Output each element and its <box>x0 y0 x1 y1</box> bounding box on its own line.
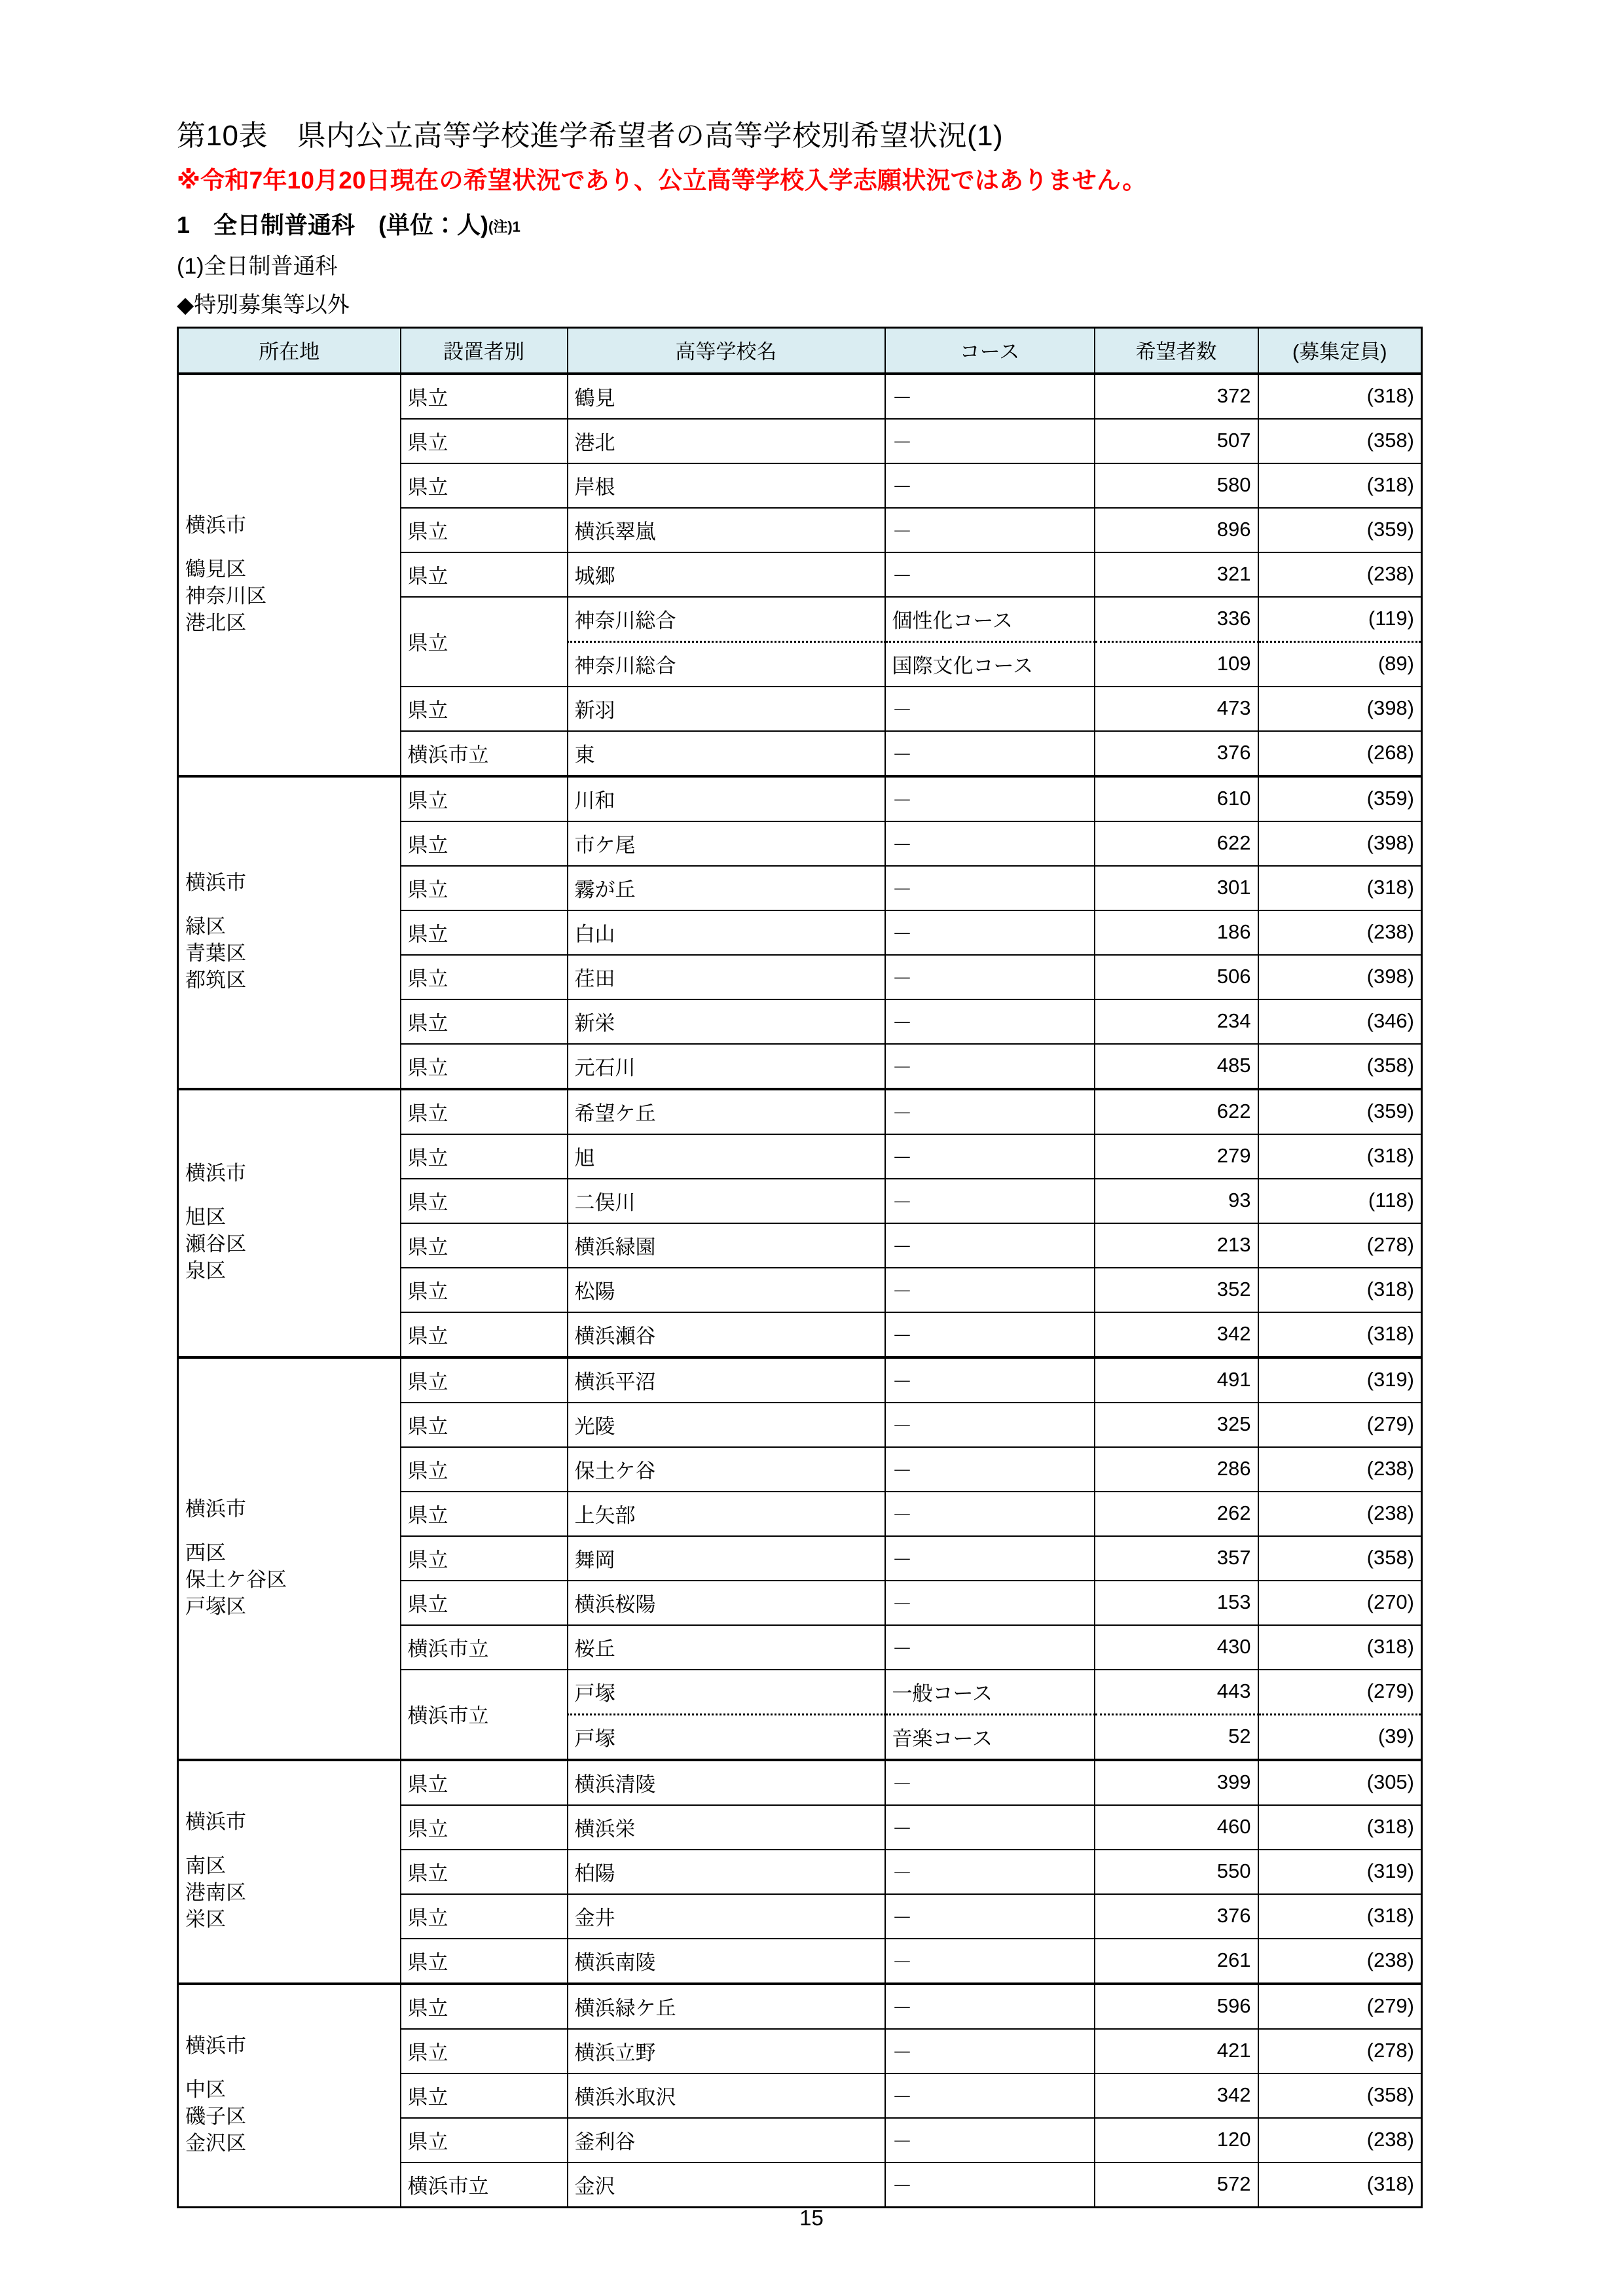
cell-establisher: 県立 <box>401 821 568 866</box>
cell-school-name: 横浜栄 <box>568 1805 885 1850</box>
cell-school-name: 川和 <box>568 776 885 821</box>
cell-school-name: 釜利谷 <box>568 2118 885 2162</box>
column-header-location: 所在地 <box>178 328 401 374</box>
cell-course: － <box>885 866 1095 910</box>
cell-establisher: 県立 <box>401 1984 568 2029</box>
cell-school-name: 戸塚 <box>568 1715 885 1761</box>
location-city: 横浜市 <box>185 1497 246 1520</box>
location-ward: 栄区 <box>185 1908 226 1931</box>
cell-applicants: 342 <box>1095 1312 1258 1357</box>
location-ward: 緑区 <box>185 915 226 939</box>
cell-school-name: 柏陽 <box>568 1850 885 1894</box>
cell-school-name: 元石川 <box>568 1044 885 1089</box>
cell-capacity: (318) <box>1258 866 1422 910</box>
cell-applicants: 610 <box>1095 776 1258 821</box>
cell-capacity: (318) <box>1258 1625 1422 1670</box>
cell-establisher: 県立 <box>401 1134 568 1179</box>
location-ward: 旭区 <box>185 1206 226 1229</box>
cell-applicants: 550 <box>1095 1850 1258 1894</box>
cell-school-name: 桜丘 <box>568 1625 885 1670</box>
cell-course: － <box>885 2118 1095 2162</box>
cell-course: － <box>885 419 1095 463</box>
cell-school-name: 希望ケ丘 <box>568 1089 885 1134</box>
cell-capacity: (358) <box>1258 1536 1422 1581</box>
cell-capacity: (119) <box>1258 597 1422 642</box>
cell-establisher: 県立 <box>401 1492 568 1536</box>
cell-capacity: (398) <box>1258 955 1422 999</box>
cell-school-name: 戸塚 <box>568 1670 885 1715</box>
cell-establisher: 県立 <box>401 1268 568 1312</box>
cell-applicants: 896 <box>1095 508 1258 552</box>
cell-capacity: (319) <box>1258 1357 1422 1403</box>
location-spacer <box>185 1187 393 1204</box>
location-ward: 都筑区 <box>185 969 246 992</box>
cell-applicants: 109 <box>1095 642 1258 687</box>
cell-course: － <box>885 2162 1095 2208</box>
cell-school-name: 神奈川総合 <box>568 642 885 687</box>
cell-school-name: 横浜氷取沢 <box>568 2073 885 2118</box>
cell-capacity: (318) <box>1258 1894 1422 1939</box>
cell-applicants: 234 <box>1095 999 1258 1044</box>
location-ward: 港北区 <box>185 611 246 634</box>
location-spacer <box>185 539 393 556</box>
cell-establisher: 県立 <box>401 374 568 419</box>
cell-applicants: 376 <box>1095 731 1258 776</box>
location-ward: 西区 <box>185 1541 226 1564</box>
cell-course: － <box>885 1805 1095 1850</box>
column-header-establisher: 設置者別 <box>401 328 568 374</box>
location-spacer <box>185 1523 393 1540</box>
cell-establisher: 県立 <box>401 2118 568 2162</box>
cell-applicants: 572 <box>1095 2162 1258 2208</box>
cell-applicants: 622 <box>1095 1089 1258 1134</box>
cell-establisher: 県立 <box>401 1850 568 1894</box>
cell-course: － <box>885 374 1095 419</box>
cell-school-name: 横浜立野 <box>568 2029 885 2073</box>
cell-school-name: 市ケ尾 <box>568 821 885 866</box>
table-row <box>178 1357 1422 1403</box>
location-city: 横浜市 <box>185 871 246 895</box>
cell-establisher: 県立 <box>401 597 568 687</box>
cell-capacity: (318) <box>1258 463 1422 508</box>
location-ward: 中区 <box>185 2078 226 2102</box>
cell-course: － <box>885 1492 1095 1536</box>
cell-establisher: 県立 <box>401 1089 568 1134</box>
cell-location <box>178 374 401 776</box>
location-ward: 港南区 <box>185 1881 246 1905</box>
cell-applicants: 372 <box>1095 374 1258 419</box>
cell-course: － <box>885 999 1095 1044</box>
cell-school-name: 松陽 <box>568 1268 885 1312</box>
section-heading-note: (注)1 <box>488 219 520 236</box>
cell-course: － <box>885 1447 1095 1492</box>
cell-school-name: 横浜緑園 <box>568 1223 885 1268</box>
cell-applicants: 460 <box>1095 1805 1258 1850</box>
cell-establisher: 横浜市立 <box>401 2162 568 2208</box>
cell-establisher: 県立 <box>401 955 568 999</box>
cell-course: － <box>885 463 1095 508</box>
cell-course: － <box>885 1984 1095 2029</box>
cell-course: － <box>885 1357 1095 1403</box>
cell-course: － <box>885 1312 1095 1357</box>
cell-capacity: (318) <box>1258 1134 1422 1179</box>
cell-capacity: (238) <box>1258 910 1422 955</box>
cell-capacity: (270) <box>1258 1581 1422 1625</box>
cell-school-name: 光陵 <box>568 1403 885 1447</box>
location-city: 横浜市 <box>185 1162 246 1185</box>
cell-applicants: 153 <box>1095 1581 1258 1625</box>
cell-applicants: 421 <box>1095 2029 1258 2073</box>
cell-course: － <box>885 1134 1095 1179</box>
location-city: 横浜市 <box>185 1810 246 1834</box>
cell-capacity: (346) <box>1258 999 1422 1044</box>
cell-course: － <box>885 1179 1095 1223</box>
page-number: 15 <box>799 2206 824 2230</box>
cell-school-name: 鶴見 <box>568 374 885 419</box>
cell-school-name: 横浜清陵 <box>568 1760 885 1805</box>
cell-capacity: (398) <box>1258 821 1422 866</box>
cell-establisher: 県立 <box>401 1894 568 1939</box>
cell-establisher: 県立 <box>401 1223 568 1268</box>
cell-school-name: 上矢部 <box>568 1492 885 1536</box>
cell-course: － <box>885 1894 1095 1939</box>
cell-school-name: 保土ケ谷 <box>568 1447 885 1492</box>
cell-course: － <box>885 2073 1095 2118</box>
cell-applicants: 430 <box>1095 1625 1258 1670</box>
cell-location <box>178 1984 401 2208</box>
cell-course: － <box>885 821 1095 866</box>
cell-school-name: 港北 <box>568 419 885 463</box>
cell-applicants: 507 <box>1095 419 1258 463</box>
column-header-course: コース <box>885 328 1095 374</box>
cell-capacity: (358) <box>1258 2073 1422 2118</box>
cell-capacity: (318) <box>1258 1268 1422 1312</box>
cell-school-name: 新栄 <box>568 999 885 1044</box>
cell-applicants: 93 <box>1095 1179 1258 1223</box>
page-content <box>177 118 1447 2208</box>
cell-capacity: (318) <box>1258 1312 1422 1357</box>
section-heading <box>177 210 1447 240</box>
cell-course: － <box>885 955 1095 999</box>
cell-applicants: 596 <box>1095 1984 1258 2029</box>
cell-capacity: (278) <box>1258 2029 1422 2073</box>
cell-capacity: (359) <box>1258 1089 1422 1134</box>
cell-establisher: 県立 <box>401 1044 568 1089</box>
cell-course: － <box>885 1850 1095 1894</box>
cell-applicants: 342 <box>1095 2073 1258 2118</box>
cell-school-name: 金井 <box>568 1894 885 1939</box>
cell-establisher: 県立 <box>401 419 568 463</box>
cell-capacity: (238) <box>1258 1939 1422 1984</box>
column-header-applicants: 希望者数 <box>1095 328 1258 374</box>
cell-school-name: 横浜翠嵐 <box>568 508 885 552</box>
cell-school-name: 金沢 <box>568 2162 885 2208</box>
cell-capacity: (398) <box>1258 687 1422 731</box>
cell-applicants: 491 <box>1095 1357 1258 1403</box>
cell-course: － <box>885 1089 1095 1134</box>
cell-establisher: 県立 <box>401 1805 568 1850</box>
cell-school-name: 荏田 <box>568 955 885 999</box>
location-ward: 南区 <box>185 1854 226 1878</box>
location-ward: 泉区 <box>185 1259 226 1283</box>
school-applicants-table <box>177 327 1423 2208</box>
cell-establisher: 県立 <box>401 999 568 1044</box>
cell-establisher: 県立 <box>401 2073 568 2118</box>
cell-course: － <box>885 910 1095 955</box>
cell-establisher: 県立 <box>401 776 568 821</box>
cell-establisher: 県立 <box>401 866 568 910</box>
cell-applicants: 506 <box>1095 955 1258 999</box>
cell-applicants: 120 <box>1095 2118 1258 2162</box>
cell-course: － <box>885 1403 1095 1447</box>
table-header <box>178 328 1422 374</box>
column-header-capacity: (募集定員) <box>1258 328 1422 374</box>
cell-school-name: 舞岡 <box>568 1536 885 1581</box>
location-ward: 瀬谷区 <box>185 1232 246 1256</box>
cell-course: － <box>885 1223 1095 1268</box>
location-spacer <box>185 1836 393 1853</box>
cell-course: － <box>885 1625 1095 1670</box>
group-heading: ◆特別募集等以外 <box>177 292 350 317</box>
cell-applicants: 213 <box>1095 1223 1258 1268</box>
cell-course: － <box>885 776 1095 821</box>
cell-capacity: (238) <box>1258 1492 1422 1536</box>
location-ward: 青葉区 <box>185 942 246 965</box>
location-ward: 戸塚区 <box>185 1594 246 1618</box>
cell-establisher: 県立 <box>401 1179 568 1223</box>
cell-applicants: 352 <box>1095 1268 1258 1312</box>
cell-school-name: 岸根 <box>568 463 885 508</box>
cell-location <box>178 776 401 1089</box>
cell-establisher: 県立 <box>401 1403 568 1447</box>
location-ward: 保土ケ谷区 <box>185 1568 287 1591</box>
cell-school-name: 二俣川 <box>568 1179 885 1223</box>
cell-establisher: 県立 <box>401 508 568 552</box>
cell-establisher: 県立 <box>401 1581 568 1625</box>
cell-applicants: 262 <box>1095 1492 1258 1536</box>
cell-capacity: (238) <box>1258 1447 1422 1492</box>
cell-school-name: 横浜緑ケ丘 <box>568 1984 885 2029</box>
cell-course: 一般コース <box>885 1670 1095 1715</box>
cell-establisher: 県立 <box>401 1939 568 1984</box>
cell-applicants: 325 <box>1095 1403 1258 1447</box>
cell-establisher: 県立 <box>401 2029 568 2073</box>
cell-school-name: 横浜南陵 <box>568 1939 885 1984</box>
cell-course: － <box>885 2029 1095 2073</box>
cell-establisher: 県立 <box>401 1357 568 1403</box>
cell-school-name: 東 <box>568 731 885 776</box>
cell-applicants: 443 <box>1095 1670 1258 1715</box>
cell-capacity: (279) <box>1258 1984 1422 2029</box>
cell-school-name: 白山 <box>568 910 885 955</box>
cell-location <box>178 1357 401 1760</box>
cell-course: 音楽コース <box>885 1715 1095 1761</box>
cell-applicants: 485 <box>1095 1044 1258 1089</box>
cell-establisher: 県立 <box>401 552 568 597</box>
cell-capacity: (118) <box>1258 1179 1422 1223</box>
cell-school-name: 城郷 <box>568 552 885 597</box>
cell-location <box>178 1760 401 1984</box>
location-ward: 神奈川区 <box>185 584 266 607</box>
cell-capacity: (319) <box>1258 1850 1422 1894</box>
cell-capacity: (279) <box>1258 1670 1422 1715</box>
cell-course: － <box>885 1268 1095 1312</box>
cell-course: － <box>885 687 1095 731</box>
cell-applicants: 622 <box>1095 821 1258 866</box>
cell-applicants: 357 <box>1095 1536 1258 1581</box>
cell-course: 個性化コース <box>885 597 1095 642</box>
cell-school-name: 霧が丘 <box>568 866 885 910</box>
table-row <box>178 776 1422 821</box>
cell-capacity: (279) <box>1258 1403 1422 1447</box>
cell-applicants: 261 <box>1095 1939 1258 1984</box>
cell-establisher: 県立 <box>401 687 568 731</box>
cell-establisher: 県立 <box>401 463 568 508</box>
cell-course: － <box>885 1939 1095 1984</box>
cell-school-name: 横浜桜陽 <box>568 1581 885 1625</box>
cell-course: － <box>885 731 1095 776</box>
cell-school-name: 旭 <box>568 1134 885 1179</box>
location-ward: 金沢区 <box>185 2132 246 2155</box>
cell-course: － <box>885 1760 1095 1805</box>
cell-capacity: (318) <box>1258 374 1422 419</box>
cell-applicants: 321 <box>1095 552 1258 597</box>
cell-establisher: 横浜市立 <box>401 1670 568 1760</box>
cell-capacity: (358) <box>1258 419 1422 463</box>
cell-capacity: (359) <box>1258 508 1422 552</box>
cell-applicants: 473 <box>1095 687 1258 731</box>
cell-capacity: (359) <box>1258 776 1422 821</box>
table-body <box>178 374 1422 2208</box>
cell-establisher: 県立 <box>401 1312 568 1357</box>
location-spacer <box>185 897 393 914</box>
cell-capacity: (238) <box>1258 552 1422 597</box>
location-ward: 磯子区 <box>185 2105 246 2128</box>
cell-course: － <box>885 1044 1095 1089</box>
cell-establisher: 横浜市立 <box>401 731 568 776</box>
cell-establisher: 横浜市立 <box>401 1625 568 1670</box>
cell-capacity: (278) <box>1258 1223 1422 1268</box>
cell-applicants: 301 <box>1095 866 1258 910</box>
cell-capacity: (238) <box>1258 2118 1422 2162</box>
page-title: 第10表 県内公立高等学校進学希望者の高等学校別希望状況(1) <box>177 120 1004 152</box>
cell-course: － <box>885 1536 1095 1581</box>
notice-text: ※令和7年10月20日現在の希望状況であり、公立高等学校入学志願状況ではありません。 <box>177 167 1147 194</box>
cell-applicants: 336 <box>1095 597 1258 642</box>
cell-capacity: (318) <box>1258 1805 1422 1850</box>
cell-school-name: 新羽 <box>568 687 885 731</box>
table-row <box>178 1760 1422 1805</box>
section-heading-label: 1 全日制普通科 (単位：人) <box>177 211 488 239</box>
location-ward: 鶴見区 <box>185 557 246 581</box>
cell-applicants: 286 <box>1095 1447 1258 1492</box>
cell-capacity: (39) <box>1258 1715 1422 1761</box>
location-spacer <box>185 2060 393 2077</box>
cell-capacity: (358) <box>1258 1044 1422 1089</box>
cell-establisher: 県立 <box>401 1447 568 1492</box>
cell-school-name: 横浜瀬谷 <box>568 1312 885 1357</box>
cell-establisher: 県立 <box>401 1536 568 1581</box>
cell-capacity: (318) <box>1258 2162 1422 2208</box>
cell-applicants: 399 <box>1095 1760 1258 1805</box>
cell-applicants: 376 <box>1095 1894 1258 1939</box>
cell-school-name: 神奈川総合 <box>568 597 885 642</box>
sub-heading: (1)全日制普通科 <box>177 254 338 279</box>
cell-establisher: 県立 <box>401 910 568 955</box>
cell-course: － <box>885 508 1095 552</box>
cell-location <box>178 1089 401 1357</box>
location-city: 横浜市 <box>185 513 246 537</box>
cell-establisher: 県立 <box>401 1760 568 1805</box>
cell-school-name: 横浜平沼 <box>568 1357 885 1403</box>
cell-applicants: 279 <box>1095 1134 1258 1179</box>
cell-applicants: 52 <box>1095 1715 1258 1761</box>
table-header-row <box>178 328 1422 374</box>
cell-course: － <box>885 552 1095 597</box>
cell-course: 国際文化コース <box>885 642 1095 687</box>
cell-capacity: (305) <box>1258 1760 1422 1805</box>
table-row <box>178 1984 1422 2029</box>
column-header-school: 高等学校名 <box>568 328 885 374</box>
cell-applicants: 580 <box>1095 463 1258 508</box>
cell-capacity: (89) <box>1258 642 1422 687</box>
table-row <box>178 374 1422 419</box>
table-row <box>178 1089 1422 1134</box>
cell-applicants: 186 <box>1095 910 1258 955</box>
cell-course: － <box>885 1581 1095 1625</box>
location-city: 横浜市 <box>185 2034 246 2058</box>
cell-capacity: (268) <box>1258 731 1422 776</box>
